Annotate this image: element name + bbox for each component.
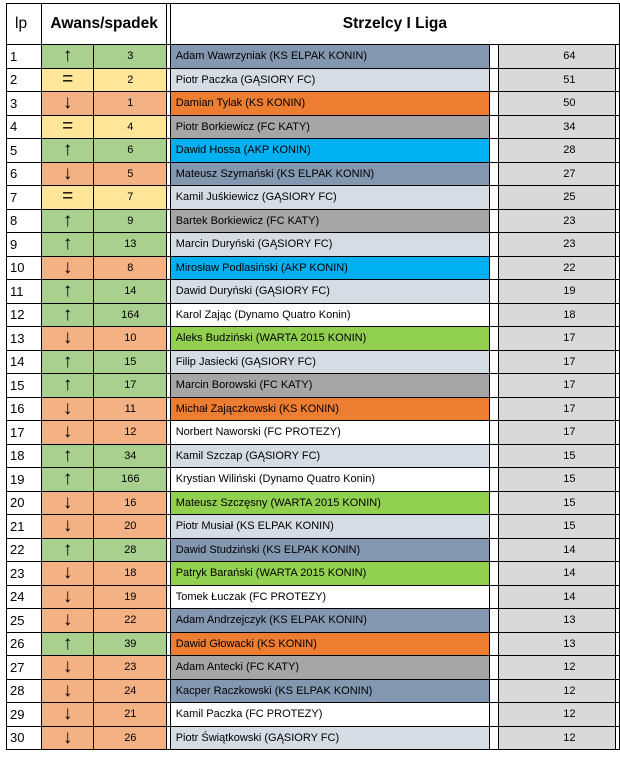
arrow-up-icon: ↑: [41, 374, 93, 398]
row-gap: [616, 186, 620, 210]
table-row: [7, 256, 620, 280]
row-gap: [490, 656, 498, 680]
table-row: [7, 444, 620, 468]
row-gap: [616, 327, 620, 351]
row-previous-rank: 21: [94, 703, 167, 727]
row-previous-rank: 13: [94, 233, 167, 257]
row-lp: 6: [7, 162, 42, 186]
table-row: [7, 515, 620, 539]
header-row: [7, 4, 620, 45]
equal-icon: =: [41, 186, 93, 210]
row-gap: [616, 421, 620, 445]
row-goals: 12: [498, 656, 616, 680]
arrow-down-icon: ↓: [41, 703, 93, 727]
arrow-up-icon: ↑: [41, 538, 93, 562]
row-previous-rank: 18: [94, 562, 167, 586]
row-previous-rank: 26: [94, 726, 167, 750]
row-previous-rank: 22: [94, 609, 167, 633]
table-row: [7, 491, 620, 515]
table-row: [7, 45, 620, 69]
row-lp: 18: [7, 444, 42, 468]
row-player-name: Michał Zajączkowski (KS KONIN): [170, 397, 489, 421]
row-gap: [616, 538, 620, 562]
table-row: [7, 656, 620, 680]
row-goals: 13: [498, 632, 616, 656]
row-player-name: Adam Andrzejczyk (KS ELPAK KONIN): [170, 609, 489, 633]
row-gap: [490, 585, 498, 609]
row-goals: 14: [498, 585, 616, 609]
arrow-up-icon: ↑: [41, 632, 93, 656]
row-gap: [490, 562, 498, 586]
row-lp: 15: [7, 374, 42, 398]
arrow-up-icon: ↑: [41, 233, 93, 257]
row-goals: 28: [498, 139, 616, 163]
row-gap: [490, 209, 498, 233]
arrow-down-icon: ↓: [41, 397, 93, 421]
row-goals: 25: [498, 186, 616, 210]
row-player-name: Tomek Łuczak (FC PROTEZY): [170, 585, 489, 609]
row-goals: 18: [498, 303, 616, 327]
row-gap: [490, 280, 498, 304]
row-gap: [490, 374, 498, 398]
row-lp: 13: [7, 327, 42, 351]
row-lp: 28: [7, 679, 42, 703]
row-gap: [490, 679, 498, 703]
row-player-name: Adam Wawrzyniak (KS ELPAK KONIN): [170, 45, 489, 69]
row-goals: 27: [498, 162, 616, 186]
row-previous-rank: 24: [94, 679, 167, 703]
row-lp: 17: [7, 421, 42, 445]
table-body: [7, 45, 620, 750]
table-row: [7, 703, 620, 727]
row-player-name: Bartek Borkiewicz (FC KATY): [170, 209, 489, 233]
row-lp: 2: [7, 68, 42, 92]
arrow-up-icon: ↑: [41, 444, 93, 468]
row-gap: [490, 491, 498, 515]
table-row: [7, 468, 620, 492]
arrow-up-icon: ↑: [41, 45, 93, 69]
row-previous-rank: 164: [94, 303, 167, 327]
table-row: [7, 92, 620, 116]
arrow-up-icon: ↑: [41, 280, 93, 304]
row-previous-rank: 12: [94, 421, 167, 445]
row-goals: 17: [498, 421, 616, 445]
row-player-name: Norbert Naworski (FC PROTEZY): [170, 421, 489, 445]
row-gap: [490, 350, 498, 374]
arrow-down-icon: ↓: [41, 679, 93, 703]
row-gap: [616, 92, 620, 116]
equal-icon: =: [41, 68, 93, 92]
table-row: [7, 538, 620, 562]
row-lp: 25: [7, 609, 42, 633]
row-gap: [616, 562, 620, 586]
row-player-name: Karol Zając (Dynamo Quatro Konin): [170, 303, 489, 327]
row-player-name: Mateusz Szczęsny (WARTA 2015 KONIN): [170, 491, 489, 515]
row-previous-rank: 39: [94, 632, 167, 656]
row-player-name: Piotr Świątkowski (GĄSIORY FC): [170, 726, 489, 750]
row-goals: 15: [498, 491, 616, 515]
row-gap: [490, 327, 498, 351]
table-row: [7, 280, 620, 304]
row-previous-rank: 10: [94, 327, 167, 351]
row-previous-rank: 15: [94, 350, 167, 374]
table-row: [7, 162, 620, 186]
row-gap: [490, 162, 498, 186]
row-player-name: Kamil Paczka (FC PROTEZY): [170, 703, 489, 727]
header-move: Awans/spadek: [41, 4, 166, 45]
row-lp: 20: [7, 491, 42, 515]
row-gap: [616, 68, 620, 92]
table-row: [7, 115, 620, 139]
row-player-name: Filip Jasiecki (GĄSIORY FC): [170, 350, 489, 374]
row-player-name: Dawid Duryński (GĄSIORY FC): [170, 280, 489, 304]
row-player-name: Adam Antecki (FC KATY): [170, 656, 489, 680]
row-player-name: Mirosław Podlasiński (AKP KONIN): [170, 256, 489, 280]
row-goals: 12: [498, 726, 616, 750]
table-row: [7, 303, 620, 327]
row-goals: 19: [498, 280, 616, 304]
arrow-up-icon: ↑: [41, 139, 93, 163]
row-gap: [616, 585, 620, 609]
table-row: [7, 397, 620, 421]
row-goals: 15: [498, 468, 616, 492]
row-player-name: Dawid Hossa (AKP KONIN): [170, 139, 489, 163]
row-lp: 26: [7, 632, 42, 656]
row-lp: 12: [7, 303, 42, 327]
arrow-down-icon: ↓: [41, 421, 93, 445]
row-gap: [616, 656, 620, 680]
row-goals: 23: [498, 209, 616, 233]
row-lp: 11: [7, 280, 42, 304]
scorers-table-container: [6, 3, 620, 750]
arrow-down-icon: ↓: [41, 726, 93, 750]
arrow-down-icon: ↓: [41, 256, 93, 280]
row-gap: [616, 209, 620, 233]
row-previous-rank: 11: [94, 397, 167, 421]
table-row: [7, 562, 620, 586]
row-previous-rank: 3: [94, 45, 167, 69]
row-previous-rank: 2: [94, 68, 167, 92]
row-gap: [616, 115, 620, 139]
row-lp: 19: [7, 468, 42, 492]
table-row: [7, 421, 620, 445]
row-player-name: Kamil Juśkiewicz (GĄSIORY FC): [170, 186, 489, 210]
arrow-up-icon: ↑: [41, 468, 93, 492]
table-row: [7, 726, 620, 750]
row-goals: 15: [498, 515, 616, 539]
row-gap: [616, 468, 620, 492]
row-gap: [490, 68, 498, 92]
row-gap: [616, 679, 620, 703]
row-previous-rank: 1: [94, 92, 167, 116]
scorers-table: [6, 3, 620, 750]
row-gap: [490, 303, 498, 327]
row-gap: [616, 256, 620, 280]
row-gap: [490, 444, 498, 468]
row-player-name: Patryk Barański (WARTA 2015 KONIN): [170, 562, 489, 586]
arrow-down-icon: ↓: [41, 585, 93, 609]
table-row: [7, 209, 620, 233]
row-goals: 12: [498, 703, 616, 727]
row-player-name: Aleks Budziński (WARTA 2015 KONIN): [170, 327, 489, 351]
row-player-name: Mateusz Szymański (KS ELPAK KONIN): [170, 162, 489, 186]
row-lp: 10: [7, 256, 42, 280]
row-lp: 21: [7, 515, 42, 539]
table-row: [7, 68, 620, 92]
arrow-down-icon: ↓: [41, 515, 93, 539]
row-gap: [616, 397, 620, 421]
row-gap: [490, 703, 498, 727]
row-gap: [616, 139, 620, 163]
table-row: [7, 632, 620, 656]
arrow-down-icon: ↓: [41, 92, 93, 116]
row-gap: [490, 468, 498, 492]
row-previous-rank: 6: [94, 139, 167, 163]
arrow-down-icon: ↓: [41, 491, 93, 515]
row-lp: 5: [7, 139, 42, 163]
row-gap: [490, 515, 498, 539]
table-row: [7, 585, 620, 609]
table-row: [7, 374, 620, 398]
row-goals: 14: [498, 562, 616, 586]
row-goals: 13: [498, 609, 616, 633]
row-goals: 23: [498, 233, 616, 257]
row-goals: 64: [498, 45, 616, 69]
table-row: [7, 186, 620, 210]
table-row: [7, 139, 620, 163]
row-previous-rank: 4: [94, 115, 167, 139]
row-goals: 12: [498, 679, 616, 703]
row-gap: [616, 350, 620, 374]
row-goals: 17: [498, 327, 616, 351]
arrow-down-icon: ↓: [41, 609, 93, 633]
row-lp: 3: [7, 92, 42, 116]
row-previous-rank: 9: [94, 209, 167, 233]
row-player-name: Marcin Borowski (FC KATY): [170, 374, 489, 398]
row-previous-rank: 16: [94, 491, 167, 515]
table-row: [7, 327, 620, 351]
row-lp: 14: [7, 350, 42, 374]
row-lp: 1: [7, 45, 42, 69]
arrow-down-icon: ↓: [41, 327, 93, 351]
row-gap: [490, 609, 498, 633]
row-previous-rank: 8: [94, 256, 167, 280]
arrow-down-icon: ↓: [41, 656, 93, 680]
row-gap: [490, 632, 498, 656]
row-gap: [616, 280, 620, 304]
row-previous-rank: 5: [94, 162, 167, 186]
row-previous-rank: 34: [94, 444, 167, 468]
row-player-name: Piotr Borkiewicz (FC KATY): [170, 115, 489, 139]
row-goals: 15: [498, 444, 616, 468]
row-gap: [616, 374, 620, 398]
row-goals: 22: [498, 256, 616, 280]
row-gap: [490, 538, 498, 562]
row-previous-rank: 166: [94, 468, 167, 492]
row-previous-rank: 23: [94, 656, 167, 680]
arrow-up-icon: ↑: [41, 209, 93, 233]
row-gap: [616, 726, 620, 750]
row-goals: 51: [498, 68, 616, 92]
arrow-down-icon: ↓: [41, 162, 93, 186]
row-player-name: Marcin Duryński (GĄSIORY FC): [170, 233, 489, 257]
table-row: [7, 233, 620, 257]
table-row: [7, 609, 620, 633]
row-previous-rank: 14: [94, 280, 167, 304]
row-player-name: Piotr Paczka (GĄSIORY FC): [170, 68, 489, 92]
row-player-name: Dawid Głowacki (KS KONIN): [170, 632, 489, 656]
row-goals: 17: [498, 350, 616, 374]
row-gap: [616, 515, 620, 539]
row-previous-rank: 7: [94, 186, 167, 210]
row-gap: [616, 303, 620, 327]
row-lp: 24: [7, 585, 42, 609]
arrow-up-icon: ↑: [41, 303, 93, 327]
row-previous-rank: 28: [94, 538, 167, 562]
row-gap: [490, 115, 498, 139]
arrow-down-icon: ↓: [41, 562, 93, 586]
row-player-name: Krystian Wiliński (Dynamo Quatro Konin): [170, 468, 489, 492]
row-lp: 22: [7, 538, 42, 562]
row-gap: [490, 186, 498, 210]
row-gap: [616, 632, 620, 656]
row-gap: [616, 444, 620, 468]
row-player-name: Kacper Raczkowski (KS ELPAK KONIN): [170, 679, 489, 703]
row-lp: 7: [7, 186, 42, 210]
row-gap: [490, 45, 498, 69]
row-gap: [490, 726, 498, 750]
row-gap: [490, 139, 498, 163]
row-previous-rank: 20: [94, 515, 167, 539]
row-gap: [490, 92, 498, 116]
row-lp: 9: [7, 233, 42, 257]
row-gap: [616, 45, 620, 69]
row-previous-rank: 17: [94, 374, 167, 398]
arrow-up-icon: ↑: [41, 350, 93, 374]
row-gap: [616, 703, 620, 727]
row-gap: [616, 233, 620, 257]
row-goals: 17: [498, 397, 616, 421]
row-lp: 30: [7, 726, 42, 750]
row-player-name: Damian Tylak (KS KONIN): [170, 92, 489, 116]
row-gap: [616, 491, 620, 515]
row-gap: [616, 162, 620, 186]
table-row: [7, 679, 620, 703]
row-player-name: Kamil Szczap (GĄSIORY FC): [170, 444, 489, 468]
row-goals: 50: [498, 92, 616, 116]
table-row: [7, 350, 620, 374]
row-lp: 16: [7, 397, 42, 421]
row-gap: [616, 609, 620, 633]
row-lp: 27: [7, 656, 42, 680]
row-lp: 4: [7, 115, 42, 139]
row-gap: [490, 233, 498, 257]
header-title: Strzelcy I Liga: [170, 4, 619, 45]
row-gap: [490, 256, 498, 280]
row-gap: [490, 397, 498, 421]
row-player-name: Dawid Studziński (KS ELPAK KONIN): [170, 538, 489, 562]
row-lp: 8: [7, 209, 42, 233]
row-previous-rank: 19: [94, 585, 167, 609]
row-goals: 34: [498, 115, 616, 139]
row-player-name: Piotr Musiał (KS ELPAK KONIN): [170, 515, 489, 539]
row-lp: 29: [7, 703, 42, 727]
row-gap: [490, 421, 498, 445]
row-goals: 17: [498, 374, 616, 398]
header-lp: lp: [7, 4, 42, 45]
row-lp: 23: [7, 562, 42, 586]
equal-icon: =: [41, 115, 93, 139]
row-goals: 14: [498, 538, 616, 562]
